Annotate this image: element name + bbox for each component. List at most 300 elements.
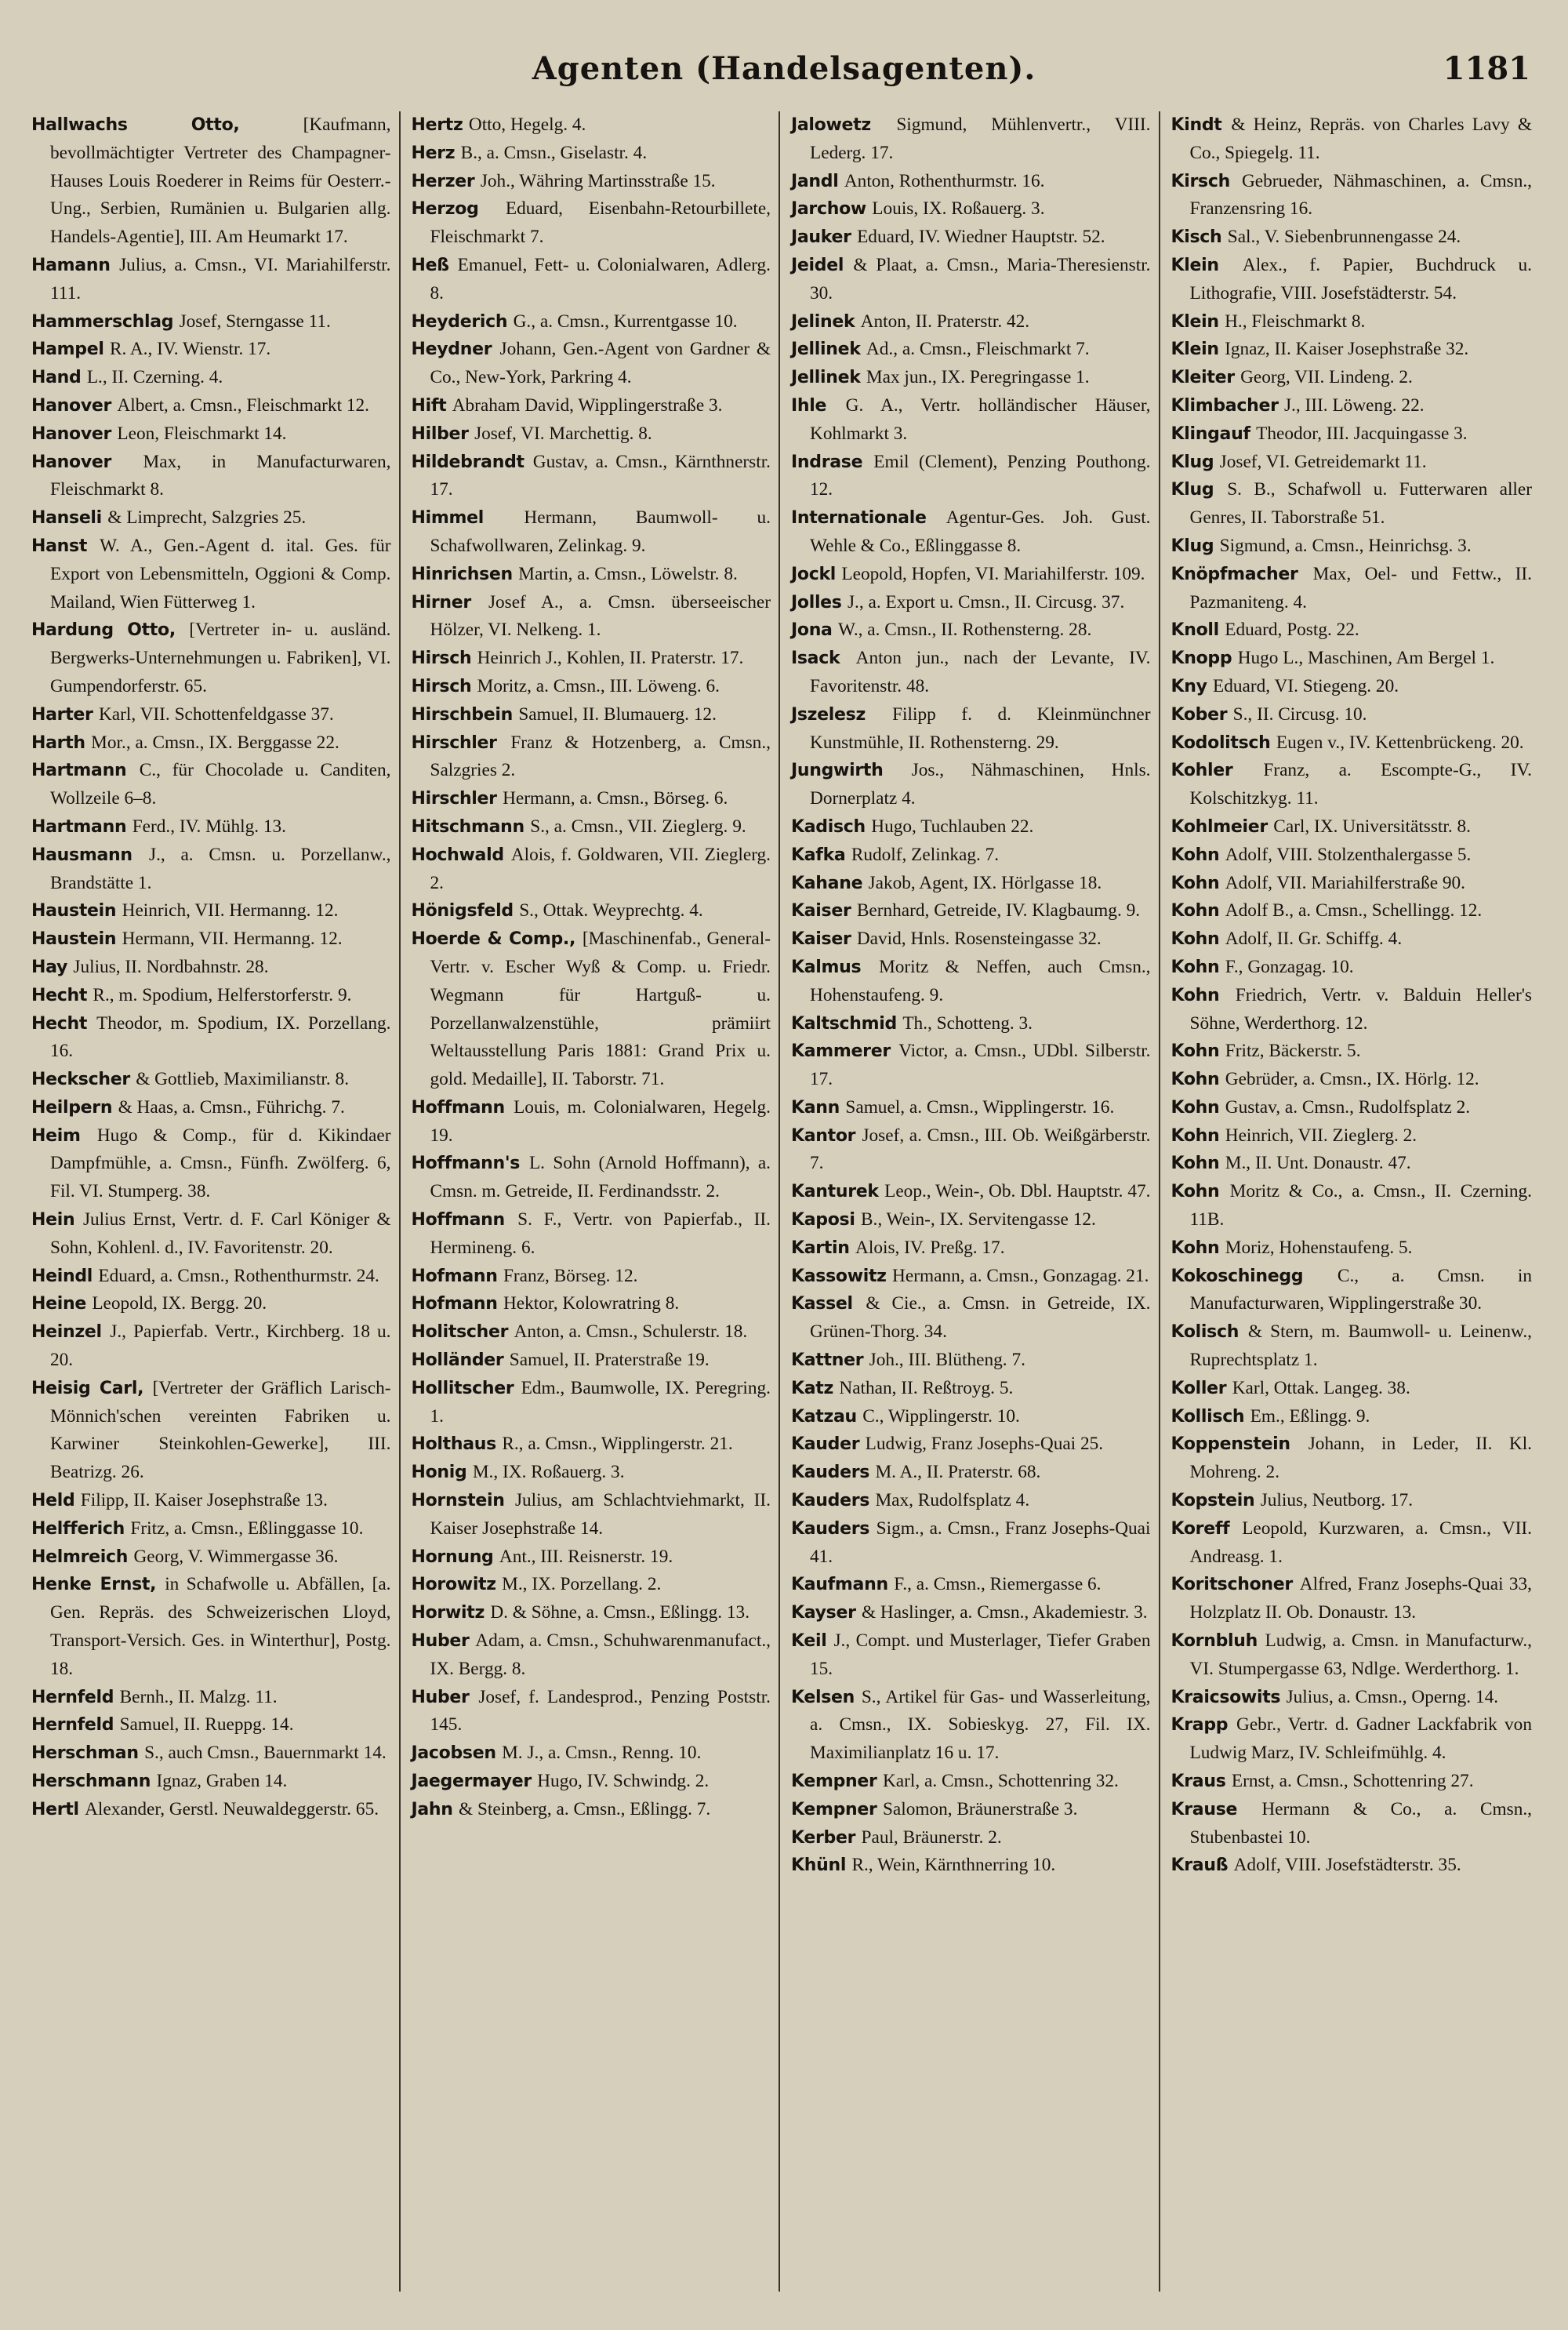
entry-name: Klug xyxy=(1171,536,1220,556)
entry-details: Gustav, a. Cmsn., Kärnthnerstr. 17. xyxy=(430,451,771,500)
entry-name: Kalmus xyxy=(791,957,880,977)
directory-entry xyxy=(31,420,391,449)
directory-entry xyxy=(31,308,391,336)
entry-name: Khünl xyxy=(791,1856,852,1876)
entry-details: Agentur-Ges. Joh. Gust. Wehle & Co., Eßlinggasse 8. xyxy=(810,507,1151,556)
entry-name: Kohn xyxy=(1171,873,1225,893)
entry-details: Sigmund, a. Cmsn., Heinrichsg. 3. xyxy=(1219,535,1472,556)
entry-name: Hecht xyxy=(31,985,93,1005)
directory-entry xyxy=(412,1347,771,1375)
directory-entry xyxy=(791,1375,1151,1403)
directory-entry xyxy=(791,1234,1151,1263)
directory-entry xyxy=(791,224,1151,252)
entry-name: Kassel xyxy=(791,1294,866,1314)
entry-details: Ferd., IV. Mühlg. 13. xyxy=(132,816,286,837)
directory-entry xyxy=(791,1038,1151,1094)
directory-entry xyxy=(31,1066,391,1094)
directory-entry xyxy=(31,897,391,925)
directory-entry xyxy=(31,701,391,729)
entry-name: Isack xyxy=(791,649,856,669)
directory-entry xyxy=(412,561,771,589)
entry-name: Haustein xyxy=(31,929,122,950)
entry-name: Kollisch xyxy=(1171,1406,1250,1427)
entry-details: Carl, IX. Universitätsstr. 8. xyxy=(1273,816,1472,837)
entry-details: Gebrueder, Nähmaschinen, a. Cmsn., Franzensring 16. xyxy=(1189,170,1533,220)
entry-name: Holitscher xyxy=(411,1322,514,1343)
entry-name: Jolles xyxy=(791,592,848,612)
entry-details: Abraham David, Wipplingerstraße 3. xyxy=(452,394,723,416)
directory-entry xyxy=(31,729,391,758)
entry-name: Kauders xyxy=(791,1491,876,1511)
entry-details: Alois, f. Goldwaren, VII. Zieglerg. 2. xyxy=(430,844,771,893)
directory-entry xyxy=(412,645,771,673)
entry-details: Filipp, II. Kaiser Josephstraße 13. xyxy=(80,1490,328,1511)
entry-name: Kantor xyxy=(791,1125,862,1146)
entry-name: Hanover xyxy=(31,395,118,416)
entry-name: Heydner xyxy=(411,340,500,360)
directory-entry xyxy=(791,1206,1151,1234)
entry-details: Theodor, III. Jacquingasse 3. xyxy=(1256,423,1468,444)
entry-name: Kann xyxy=(791,1097,846,1118)
directory-entry xyxy=(412,1768,771,1796)
entry-name: Kny xyxy=(1171,676,1214,696)
entry-details: Josef, a. Cmsn., III. Ob. Weißgärberstr. 7. xyxy=(810,1125,1151,1174)
entry-name: Krause xyxy=(1171,1799,1262,1819)
entry-name: Kolisch xyxy=(1171,1322,1248,1343)
entry-name: Kohlmeier xyxy=(1171,816,1274,837)
directory-entry xyxy=(412,308,771,336)
entry-details: Louis, m. Colonialwaren, Hegelg. 19. xyxy=(430,1096,771,1146)
entry-details: Josef, Sterngasse 11. xyxy=(179,311,331,332)
directory-entry xyxy=(791,561,1151,589)
entry-details: B., Wein-, IX. Servitengasse 12. xyxy=(860,1209,1096,1230)
entry-name: Kisch xyxy=(1171,227,1228,248)
entry-details: Albert, a. Cmsn., Fleischmarkt 12. xyxy=(117,394,369,416)
entry-name: Internationale xyxy=(791,508,946,529)
directory-entry xyxy=(791,1852,1151,1880)
entry-details: Moriz, Hohenstaufeng. 5. xyxy=(1225,1237,1413,1258)
entry-details: Rudolf, Zelinkag. 7. xyxy=(851,844,1000,865)
entry-name: Herschman xyxy=(31,1743,145,1764)
directory-entry xyxy=(1171,1768,1533,1796)
entry-details: Emil (Clement), Penzing Pouthong. 12. xyxy=(810,451,1151,500)
entry-name: Henke Ernst, xyxy=(31,1575,165,1595)
entry-name: Kaltschmid xyxy=(791,1013,903,1034)
entry-details: & Steinberg, a. Cmsn., Eßlingg. 7. xyxy=(459,1798,711,1819)
entry-name: Koritschoner xyxy=(1171,1575,1300,1595)
entry-name: Hein xyxy=(31,1210,83,1230)
directory-entry xyxy=(791,757,1151,813)
directory-entry xyxy=(1171,1571,1533,1627)
entry-name: Haustein xyxy=(31,901,122,921)
entry-details: S., auch Cmsn., Bauernmarkt 14. xyxy=(144,1743,387,1764)
entry-details: Ant., III. Reisnerstr. 19. xyxy=(499,1546,673,1567)
entry-name: Hofmann xyxy=(411,1294,503,1314)
entry-details: Joh., Währing Martinsstraße 15. xyxy=(480,170,716,191)
directory-entry xyxy=(31,1206,391,1263)
entry-details: Joh., III. Blütheng. 7. xyxy=(869,1350,1025,1371)
directory-entry xyxy=(412,1571,771,1599)
entry-details: Georg, VII. Lindeng. 2. xyxy=(1240,367,1413,388)
entry-name: Kopstein xyxy=(1171,1491,1261,1511)
entry-name: Jaegermayer xyxy=(411,1772,538,1792)
entry-name: Hartmann xyxy=(31,761,140,781)
directory-entry xyxy=(791,336,1151,364)
entry-details: S. B., Schafwoll u. Futterwaren aller Genres, II. Taborstraße 51. xyxy=(1189,479,1532,529)
entry-name: Krauß xyxy=(1171,1856,1234,1876)
entry-details: Bernhard, Getreide, IV. Klagbaumg. 9. xyxy=(856,900,1141,921)
directory-entry xyxy=(791,1122,1151,1179)
entry-name: Holländer xyxy=(411,1350,510,1371)
entry-name: Kammerer xyxy=(791,1041,899,1062)
directory-entry xyxy=(412,1318,771,1347)
directory-entry xyxy=(412,1206,771,1263)
entry-name: Kohn xyxy=(1171,1238,1225,1258)
entry-details: Heinrich, VII. Hermanng. 12. xyxy=(122,900,339,921)
entry-details: Em., Eßlingg. 9. xyxy=(1250,1405,1370,1427)
directory-entry xyxy=(412,449,771,505)
directory-entry xyxy=(1171,252,1533,308)
entry-details: Ludwig, a. Cmsn. in Manufacturw., VI. Stumpergasse 63, Ndlge. Werderthorg. 1. xyxy=(1189,1630,1532,1679)
entry-name: Jarchow xyxy=(791,199,873,220)
entry-details: Adolf, VIII. Stolzenthalergasse 5. xyxy=(1225,844,1472,865)
entry-name: Kauders xyxy=(791,1463,876,1483)
directory-entry xyxy=(1171,476,1533,533)
entry-name: Klein xyxy=(1171,311,1225,332)
directory-entry xyxy=(1171,701,1533,729)
entry-name: Jellinek xyxy=(791,340,866,360)
directory-entry xyxy=(412,673,771,701)
directory-entry xyxy=(1171,1796,1533,1852)
entry-details: Gebr., Vertr. d. Gadner Lackfabrik von Ludwig Marz, IV. Schleifmühlg. 4. xyxy=(1189,1714,1532,1764)
entry-name: Jszelesz xyxy=(791,704,893,725)
directory-entry xyxy=(791,1290,1151,1347)
entry-details: Nathan, II. Reßtroyg. 5. xyxy=(839,1377,1014,1398)
directory-entry xyxy=(412,785,771,813)
directory-entry xyxy=(1171,1852,1533,1880)
entry-details: M., IX. Roßauerg. 3. xyxy=(472,1462,625,1483)
entry-name: Knoll xyxy=(1171,620,1225,641)
directory-entry xyxy=(1171,449,1533,477)
directory-entry xyxy=(31,813,391,841)
directory-entry xyxy=(412,1459,771,1487)
directory-entry xyxy=(31,1768,391,1796)
entry-name: Klug xyxy=(1171,480,1228,500)
entry-details: Max, Rudolfsplatz 4. xyxy=(875,1490,1030,1511)
directory-entry xyxy=(31,616,391,700)
directory-entry xyxy=(1171,673,1533,701)
entry-name: Herz xyxy=(411,143,461,163)
directory-entry xyxy=(412,336,771,392)
entry-name: Kohn xyxy=(1171,1125,1225,1146)
entry-name: Jungwirth xyxy=(791,761,912,781)
entry-name: Harth xyxy=(31,732,92,753)
entry-name: Kraus xyxy=(1171,1772,1232,1792)
directory-entry xyxy=(1171,336,1533,364)
entry-name: Jellinek xyxy=(791,368,866,388)
entry-details: Sigmund, Mühlenvertr., VIII. Lederg. 17. xyxy=(810,115,1151,163)
entry-name: Koppenstein xyxy=(1171,1434,1308,1455)
entry-details: Josef, VI. Getreidemarkt 11. xyxy=(1219,451,1427,472)
entry-name: Indrase xyxy=(791,452,874,472)
entry-name: Kafka xyxy=(791,845,851,865)
directory-entry xyxy=(1171,925,1533,954)
directory-entry xyxy=(412,897,771,925)
entry-details: [Vertreter in- u. ausländ. Bergwerks-Unternehmungen u. Fabriken], VI. Gumpendorferstr. 65. xyxy=(50,620,391,696)
directory-entry xyxy=(31,1796,391,1824)
directory-entry xyxy=(31,392,391,420)
entry-details: Hugo L., Maschinen, Am Bergel 1. xyxy=(1237,648,1495,669)
directory-entry xyxy=(412,1150,771,1206)
entry-name: Heine xyxy=(31,1294,93,1314)
entry-details: Mor., a. Cmsn., IX. Berggasse 22. xyxy=(91,732,339,753)
entry-details: Hektor, Kolowratring 8. xyxy=(503,1293,680,1314)
entry-details: S., Artikel für Gas- und Wasserleitung, a. Cmsn., IX. Sobieskyg. 27, Fil. IX. Maximilianplatz 16 u. 17. xyxy=(810,1686,1151,1764)
entry-details: Ad., a. Cmsn., Fleischmarkt 7. xyxy=(866,339,1090,360)
entry-details: Salomon, Bräunerstraße 3. xyxy=(882,1798,1078,1819)
entry-details: Anton jun., nach der Levante, IV. Favoritenstr. 48. xyxy=(810,648,1151,696)
entry-details: F., Gonzagag. 10. xyxy=(1225,956,1354,977)
entry-details: Adam, a. Cmsn., Schuhwarenmanufact., IX. Bergg. 8. xyxy=(430,1630,771,1679)
directory-entry xyxy=(791,308,1151,336)
directory-entry xyxy=(791,897,1151,925)
directory-entry xyxy=(791,392,1151,449)
entry-details: Victor, a. Cmsn., UDbl. Silberstr. 17. xyxy=(810,1041,1151,1090)
directory-entry xyxy=(412,111,771,140)
entry-details: Sigm., a. Cmsn., Franz Josephs-Quai 41. xyxy=(810,1518,1151,1567)
entry-details: Hugo, Tuchlauben 22. xyxy=(871,816,1034,837)
entry-details: C., für Chocolade u. Canditen, Wollzeile 6–8. xyxy=(50,760,391,809)
entry-name: Kayser xyxy=(791,1603,862,1623)
entry-name: Kraicsowits xyxy=(1171,1687,1287,1707)
directory-entry xyxy=(1171,1122,1533,1150)
entry-details: Leopold, IX. Bergg. 20. xyxy=(92,1293,267,1314)
entry-name: Jacobsen xyxy=(411,1743,503,1764)
directory-entry xyxy=(412,1739,771,1768)
entry-name: Helfferich xyxy=(31,1518,131,1539)
directory-entry xyxy=(31,1515,391,1543)
directory-entry xyxy=(791,1571,1151,1599)
entry-name: Kleiter xyxy=(1171,368,1241,388)
entry-details: Anton, a. Cmsn., Schulerstr. 18. xyxy=(514,1321,748,1343)
entry-name: Hönigsfeld xyxy=(411,901,520,921)
directory-entry xyxy=(31,533,391,616)
entry-name: Hift xyxy=(411,395,452,416)
entry-name: Hertl xyxy=(31,1799,85,1819)
entry-name: Kempner xyxy=(791,1799,883,1819)
directory-entry xyxy=(1171,954,1533,982)
directory-entry xyxy=(1171,897,1533,925)
entry-name: Hildebrandt xyxy=(411,452,533,472)
entry-details: Julius, am Schlachtviehmarkt, II. Kaiser Josephstraße 14. xyxy=(430,1490,771,1539)
directory-entry xyxy=(791,616,1151,645)
directory-entry xyxy=(791,111,1151,168)
directory-entry xyxy=(31,1263,391,1291)
directory-entry xyxy=(31,925,391,954)
entry-details: Johann, Gen.-Agent von Gardner & Co., New-York, Parkring 4. xyxy=(430,339,771,388)
entry-name: Keil xyxy=(791,1631,834,1652)
entry-details: C., a. Cmsn. in Manufacturwaren, Wipplingerstraße 30. xyxy=(1189,1265,1532,1314)
directory-entry xyxy=(791,1824,1151,1852)
entry-name: Hardung Otto, xyxy=(31,620,190,641)
entry-name: Hirschbein xyxy=(411,704,519,725)
entry-name: Hamann xyxy=(31,255,120,275)
column-1 xyxy=(28,111,401,2292)
entry-name: Heindl xyxy=(31,1266,99,1286)
entry-name: Hanst xyxy=(31,536,100,556)
entry-details: S., Ottak. Weyprechtg. 4. xyxy=(519,900,703,921)
entry-name: Kattner xyxy=(791,1350,869,1371)
entry-details: Ignaz, Graben 14. xyxy=(156,1771,288,1792)
directory-entry xyxy=(1171,841,1533,870)
entry-details: Julius Ernst, Vertr. d. F. Carl Königer & Sohn, Kohlenl. d., IV. Favoritenstr. 20. xyxy=(50,1209,391,1258)
entry-details: Josef, f. Landesprod., Penzing Poststr. 145. xyxy=(430,1686,771,1736)
entry-details: Jos., Nähmaschinen, Hnls. Dornerplatz 4. xyxy=(810,760,1151,809)
directory-entry xyxy=(791,841,1151,870)
entry-details: S., II. Circusg. 10. xyxy=(1232,703,1367,725)
entry-details: Julius, a. Cmsn., VI. Mariahilferstr. 111. xyxy=(50,254,391,304)
entry-details: & Plaat, a. Cmsn., Maria-Theresienstr. 30. xyxy=(810,254,1151,304)
directory-entry xyxy=(791,925,1151,954)
entry-details: Adolf B., a. Cmsn., Schellingg. 12. xyxy=(1225,900,1483,921)
entry-details: H., Fleischmarkt 8. xyxy=(1225,311,1366,332)
directory-entry xyxy=(1171,813,1533,841)
directory-entry xyxy=(1171,1430,1533,1487)
directory-entry xyxy=(791,1010,1151,1038)
entry-name: Kober xyxy=(1171,704,1233,725)
entry-name: Kirsch xyxy=(1171,171,1242,191)
directory-entry xyxy=(1171,1515,1533,1572)
entry-name: Huber xyxy=(411,1687,479,1707)
entry-details: Eduard, a. Cmsn., Rothenthurmstr. 24. xyxy=(98,1265,379,1286)
directory-entry xyxy=(1171,1684,1533,1712)
entry-name: Jelinek xyxy=(791,311,861,332)
directory-entry xyxy=(412,1599,771,1627)
entry-name: Kanturek xyxy=(791,1182,885,1202)
entry-details: Theodor, m. Spodium, IX. Porzellang. 16. xyxy=(50,1012,391,1062)
entry-details: Moritz, a. Cmsn., III. Löweng. 6. xyxy=(477,675,720,696)
entry-details: G. A., Vertr. holländischer Häuser, Kohlmarkt 3. xyxy=(810,394,1151,444)
directory-entry xyxy=(1171,1066,1533,1094)
entry-name: Herzer xyxy=(411,171,481,191)
entry-details: Th., Schotteng. 3. xyxy=(902,1012,1033,1034)
entry-details: Julius, II. Nordbahnstr. 28. xyxy=(73,956,269,977)
entry-details: M. A., II. Praterstr. 68. xyxy=(875,1462,1041,1483)
directory-entry xyxy=(412,168,771,196)
directory-entry xyxy=(791,1599,1151,1627)
entry-name: Hofmann xyxy=(411,1266,503,1286)
entry-name: Heisig Carl, xyxy=(31,1378,153,1398)
entry-details: Edm., Baumwolle, IX. Peregring. 1. xyxy=(430,1377,771,1427)
entry-details: Leon, Fleischmarkt 14. xyxy=(117,423,287,444)
entry-name: Hernfeld xyxy=(31,1715,120,1736)
entry-name: Hartmann xyxy=(31,816,132,837)
entry-name: Jauker xyxy=(791,227,858,248)
entry-details: Hugo & Comp., für d. Kikindaer Dampfmühle, a. Cmsn., Fünfh. Zwölferg. 6, Fil. VI. Stumperg. 38. xyxy=(50,1125,391,1202)
entry-details: R., m. Spodium, Helferstorferstr. 9. xyxy=(93,984,352,1005)
entry-details: Ignaz, II. Kaiser Josephstraße 32. xyxy=(1225,339,1469,360)
entry-name: Katzau xyxy=(791,1406,863,1427)
entry-details: Johann, in Leder, II. Kl. Mohreng. 2. xyxy=(1189,1434,1532,1483)
entry-name: Kempner xyxy=(791,1772,883,1792)
entry-details: Hermann, Baumwoll- u. Schafwollwaren, Zelinkag. 9. xyxy=(430,507,771,556)
entry-name: Hanover xyxy=(31,423,118,444)
entry-name: Kadisch xyxy=(791,816,872,837)
directory-entry xyxy=(412,392,771,420)
entry-name: Hirsch xyxy=(411,649,477,669)
entry-name: Kaiser xyxy=(791,901,857,921)
directory-entry xyxy=(31,336,391,364)
entry-details: W. A., Gen.-Agent d. ital. Ges. für Export von Lebensmitteln, Oggioni & Comp. Mailand, Wien Fütterweg 1. xyxy=(50,535,391,612)
entry-details: Franz & Hotzenberg, a. Cmsn., Salzgries 2. xyxy=(430,732,771,781)
directory-entry xyxy=(791,504,1151,561)
directory-entry xyxy=(31,1122,391,1206)
entry-details: Leopold, Hopfen, VI. Mariahilferstr. 109. xyxy=(841,563,1145,584)
entry-details: Georg, V. Wimmergasse 36. xyxy=(133,1546,339,1567)
directory-entry xyxy=(412,1375,771,1431)
entry-details: L., II. Czerning. 4. xyxy=(86,367,223,388)
entry-name: Kohn xyxy=(1171,901,1225,921)
entry-name: Horowitz xyxy=(411,1575,503,1595)
entry-name: Hirner xyxy=(411,592,488,612)
entry-details: M., IX. Porzellang. 2. xyxy=(502,1574,662,1595)
entry-details: Otto, Hegelg. 4. xyxy=(468,115,586,135)
entry-details: F., a. Cmsn., Riemergasse 6. xyxy=(894,1574,1102,1595)
entry-name: Hay xyxy=(31,957,74,977)
entry-details: Franz, Börseg. 12. xyxy=(503,1265,638,1286)
entry-details: David, Hnls. Rosensteingasse 32. xyxy=(856,929,1102,950)
directory-entry xyxy=(791,1796,1151,1824)
entry-details: Anton, II. Praterstr. 42. xyxy=(860,311,1030,332)
entry-name: Kerber xyxy=(791,1827,862,1848)
directory-columns xyxy=(28,111,1540,2292)
column-4 xyxy=(1168,111,1541,2292)
entry-name: Kohn xyxy=(1171,845,1225,865)
entry-name: Knöpfmacher xyxy=(1171,564,1313,584)
entry-details: Bernh., II. Malzg. 11. xyxy=(119,1686,278,1707)
directory-entry xyxy=(31,364,391,392)
entry-details: Alois, IV. Preßg. 17. xyxy=(855,1237,1005,1258)
entry-details: Ernst, a. Cmsn., Schottenring 27. xyxy=(1231,1771,1474,1792)
entry-name: Kornbluh xyxy=(1171,1631,1265,1652)
entry-name: Klimbacher xyxy=(1171,395,1284,416)
entry-details: & Limprecht, Salzgries 25. xyxy=(107,507,307,529)
entry-name: Kaposi xyxy=(791,1210,861,1230)
entry-details: S., a. Cmsn., VII. Zieglerg. 9. xyxy=(530,816,746,837)
entry-name: Heyderich xyxy=(411,311,514,332)
directory-entry xyxy=(31,1318,391,1375)
entry-details: Adolf, II. Gr. Schiffg. 4. xyxy=(1225,929,1403,950)
entry-name: Hinrichsen xyxy=(411,564,519,584)
directory-entry xyxy=(412,1290,771,1318)
entry-details: Samuel, II. Blumauerg. 12. xyxy=(518,703,717,725)
entry-details: & Cie., a. Cmsn. in Getreide, IX. Grünen-Thorg. 34. xyxy=(810,1293,1151,1343)
entry-name: Heß xyxy=(411,255,458,275)
entry-name: Kelsen xyxy=(791,1687,862,1707)
directory-entry xyxy=(1171,392,1533,420)
directory-entry xyxy=(412,140,771,168)
entry-details: & Gottlieb, Maximilianstr. 8. xyxy=(136,1069,350,1090)
directory-entry xyxy=(1171,168,1533,224)
directory-entry xyxy=(791,1430,1151,1459)
entry-details: Alex., f. Papier, Buchdruck u. Lithografie, VIII. Josefstädterstr. 54. xyxy=(1189,254,1532,304)
directory-entry xyxy=(791,449,1151,505)
directory-entry xyxy=(791,252,1151,308)
page-header xyxy=(28,50,1540,111)
entry-details: & Haas, a. Cmsn., Führichg. 7. xyxy=(118,1096,345,1118)
directory-entry xyxy=(412,1796,771,1824)
entry-name: Hausmann xyxy=(31,845,149,865)
